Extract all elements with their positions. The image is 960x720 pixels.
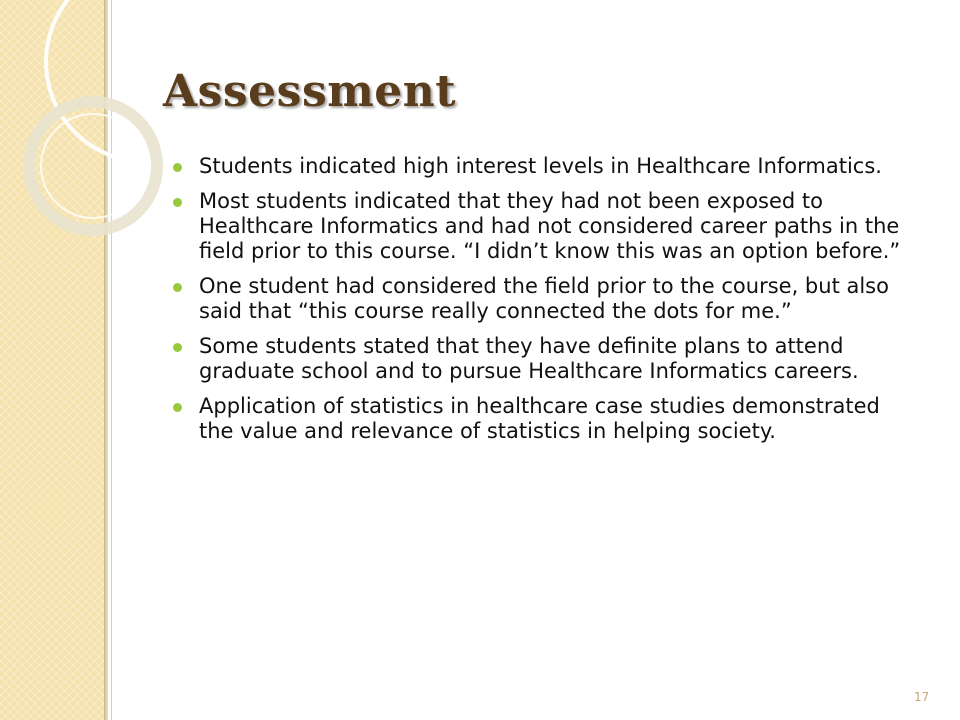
bullet-item <box>170 189 910 264</box>
bullet-item <box>170 334 910 384</box>
bullet-text: Application of statistics in healthcare case studies demonstrated the value and relevance of statistics in helping society. <box>199 394 880 443</box>
bullet-dot-icon <box>173 163 182 172</box>
bullet-dot-icon <box>173 343 182 352</box>
ring-circle <box>29 102 157 230</box>
bullet-dot-icon <box>173 198 182 207</box>
bullet-text: Some students stated that they have definite plans to attend graduate school and to pursue Healthcare Informatics careers. <box>199 334 859 383</box>
bullet-dot-icon <box>173 283 182 292</box>
bullet-item <box>170 274 910 324</box>
bullet-item <box>170 394 910 444</box>
inner-ring-circle <box>41 114 145 218</box>
bullet-list <box>170 154 910 454</box>
bullet-item <box>170 154 910 179</box>
bullet-text: Most students indicated that they had not been exposed to Healthcare Informatics and had not considered career paths in the field prior to this course. “I didn’t know this was an option before.” <box>199 189 901 263</box>
page-number: 17 <box>914 690 930 704</box>
bullet-text: Students indicated high interest levels in Healthcare Informatics. <box>199 154 882 178</box>
bullet-dot-icon <box>173 403 182 412</box>
bullet-text: One student had considered the field prior to the course, but also said that “this course really connected the dots for me.” <box>199 274 889 323</box>
slide-title: Assessment <box>163 66 457 117</box>
